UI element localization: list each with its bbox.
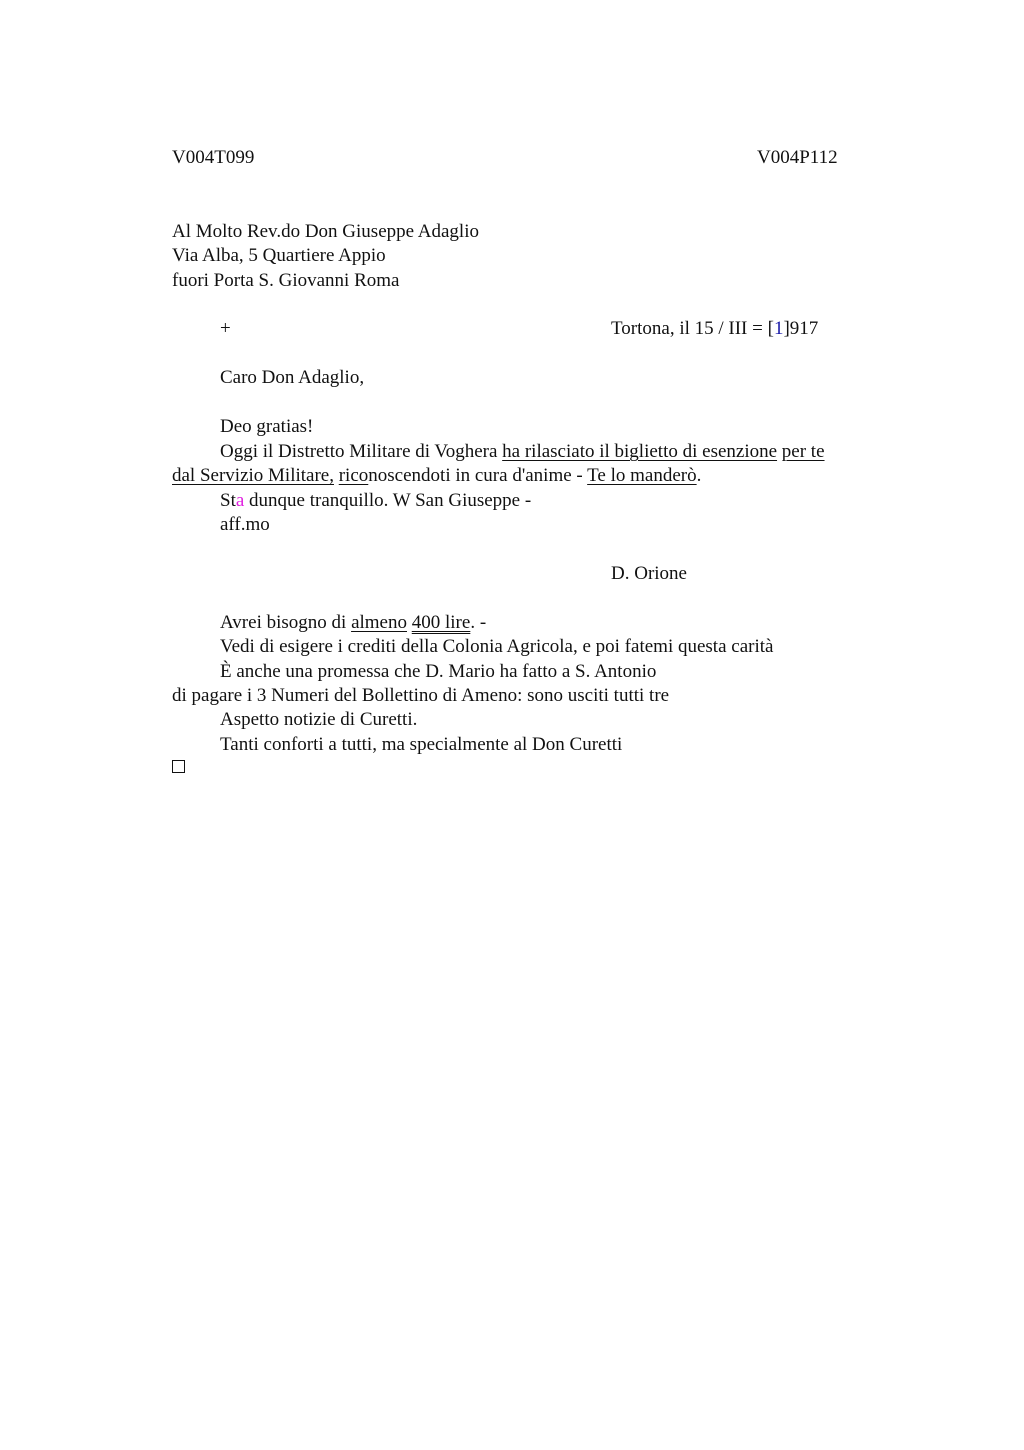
document-code-left: V004T099 (172, 147, 255, 168)
body-text: . - (470, 612, 487, 633)
postscript-line-2: Vedi di esigere i crediti della Colonia Agricola, e poi fatemi questa carità (220, 636, 774, 657)
closing: aff.mo (220, 514, 270, 535)
editorial-letter: a (235, 490, 245, 511)
underlined-text: ha rilasciato il biglietto di esenzione (502, 441, 778, 462)
deo-gratias: Deo gratias! (220, 416, 314, 437)
postscript-line-4: di pagare i 3 Numeri del Bollettino di Ameno: sono usciti tutti tre (172, 685, 670, 706)
double-underlined-text: 400 lire (411, 612, 471, 633)
body-text: St (220, 490, 236, 511)
end-of-document-box-icon (172, 760, 185, 773)
address-line-1: Al Molto Rev.do Don Giuseppe Adaglio (172, 221, 479, 242)
date-line (611, 317, 818, 341)
date-suffix: ]917 (783, 318, 819, 339)
address-line-2: Via Alba, 5 Quartiere Appio (172, 245, 386, 266)
body-text: Oggi il Distretto Militare di Voghera (220, 441, 503, 462)
cross-mark: + (220, 318, 231, 339)
body-text: Avrei bisogno di (220, 612, 352, 633)
body-line-3 (220, 489, 531, 513)
body-line-1 (220, 440, 825, 464)
underlined-text: Te lo manderò (587, 465, 697, 486)
body-text: noscendoti in cura d'anime - (368, 465, 588, 486)
underlined-text: almeno (351, 612, 407, 633)
postscript-line-5: Aspetto notizie di Curetti. (220, 709, 418, 730)
underlined-text: per te (781, 441, 825, 462)
underlined-text: rico (338, 465, 369, 486)
address-line-3: fuori Porta S. Giovanni Roma (172, 270, 400, 291)
document-code-right: V004P112 (757, 147, 838, 168)
postscript-line-3: È anche una promessa che D. Mario ha fatto a S. Antonio (220, 661, 657, 682)
postscript-line-1 (220, 611, 486, 635)
underlined-text: dal Servizio Militare, (172, 465, 334, 486)
date-editorial-digit: 1 (773, 318, 784, 339)
signature: D. Orione (611, 563, 687, 584)
body-text: dunque tranquillo. W San Giuseppe - (244, 490, 532, 511)
date-prefix: Tortona, il 15 / III = [ (611, 318, 774, 339)
salutation: Caro Don Adaglio, (220, 367, 365, 388)
body-text: . (696, 465, 702, 486)
body-line-2 (172, 464, 701, 488)
postscript-line-6: Tanti conforti a tutti, ma specialmente al Don Curetti (220, 734, 623, 755)
